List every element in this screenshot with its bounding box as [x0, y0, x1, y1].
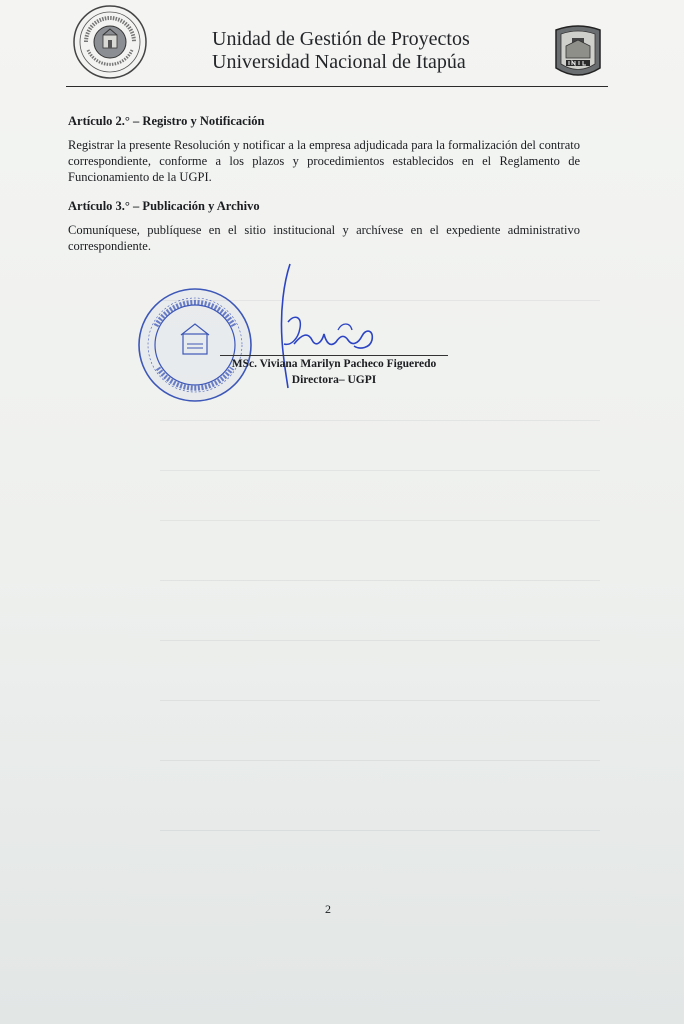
header-divider	[66, 86, 608, 87]
article-2-heading: Artículo 2.° – Registro y Notificación	[68, 114, 265, 128]
uni-logo-icon	[552, 22, 604, 82]
ugpi-seal-icon	[72, 4, 148, 80]
header-line-1: Unidad de Gestión de Proyectos	[212, 28, 470, 50]
article-3-heading: Artículo 3.° – Publicación y Archivo	[68, 199, 260, 213]
institution-title	[212, 28, 532, 74]
signatory-name: MSc. Viviana Marilyn Pacheco Figueredo	[231, 358, 437, 370]
institutional-stamp-icon	[136, 286, 254, 404]
article-3-body: Comuníquese, publíquese en el sitio institucional y archívese en el expediente administrativo correspondiente.	[68, 223, 580, 253]
article-2-body: Registrar la presente Resolución y notificar a la empresa adjudicada para la formalización del contrato correspondiente, conforme a los plazos y procedimientos establecidos en el Reglamento de Funcionamiento de la UGPI.	[68, 138, 580, 184]
header-line-2: Universidad Nacional de Itapúa	[212, 51, 466, 73]
signatory-role: Directora– UGPI	[291, 374, 377, 386]
page-number: 2	[325, 902, 331, 916]
signature-line	[220, 355, 448, 356]
handwritten-signature-icon	[250, 262, 390, 392]
